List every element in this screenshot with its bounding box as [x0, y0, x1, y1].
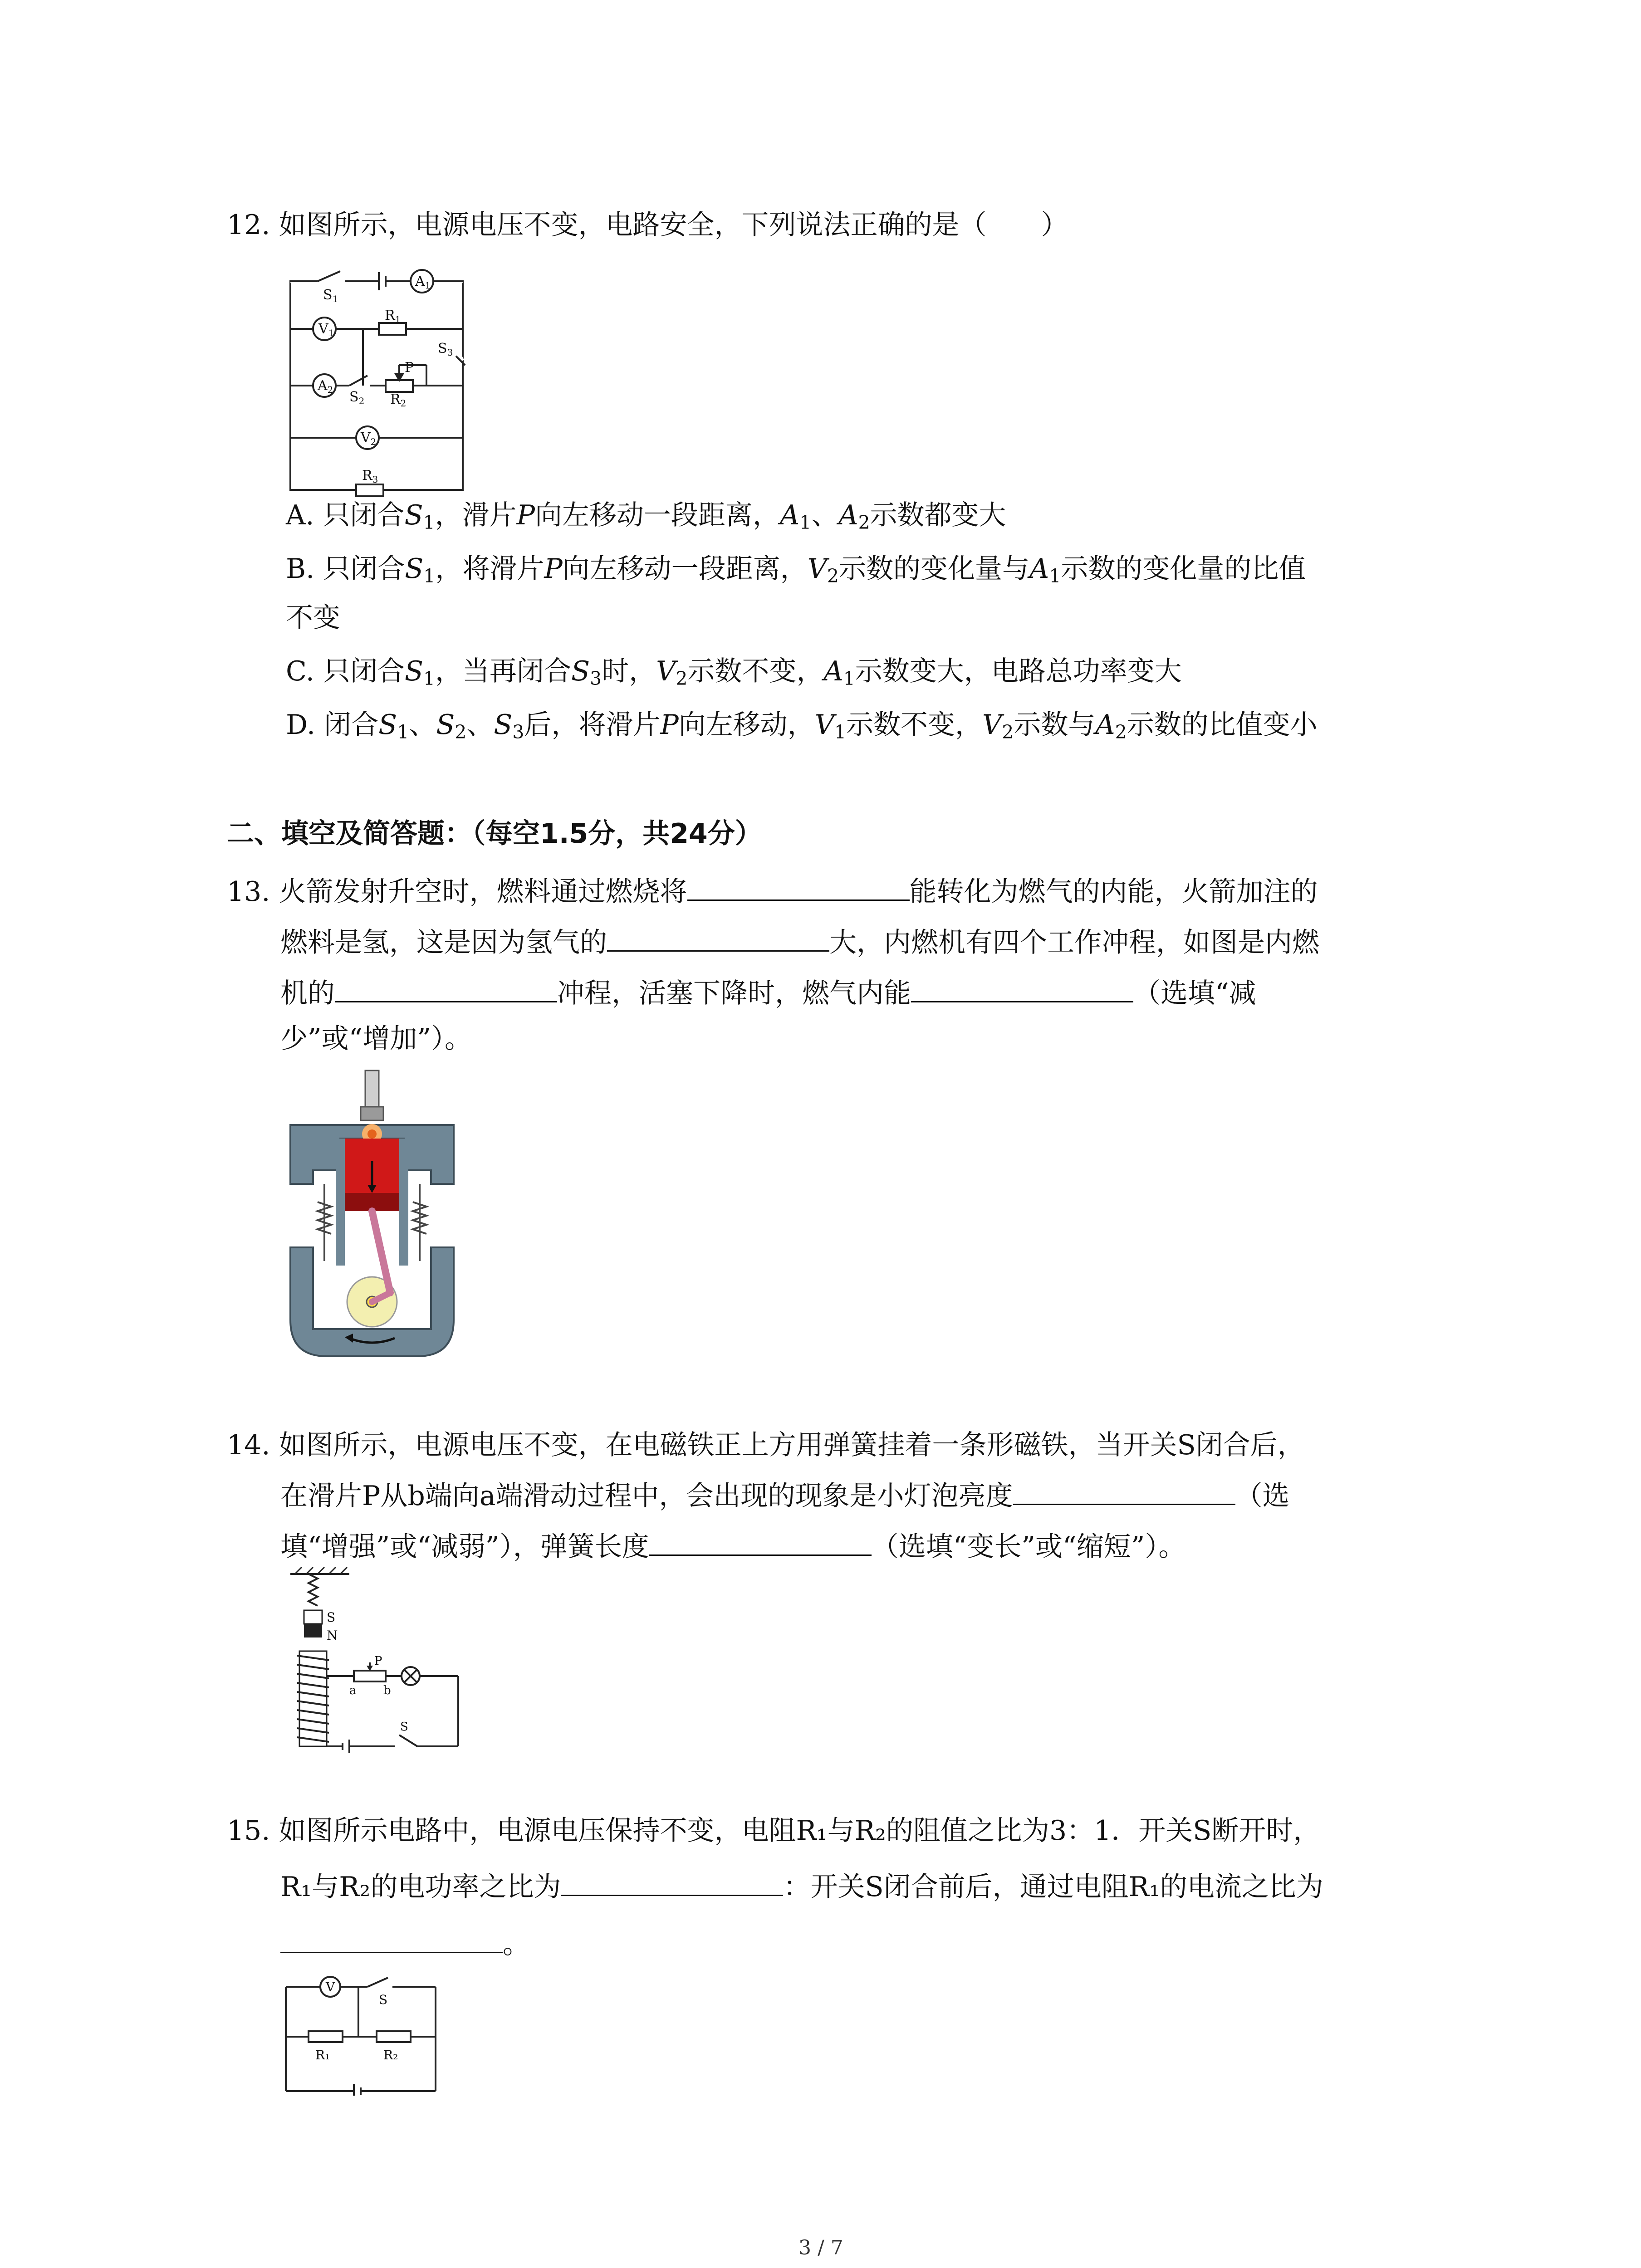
q13-blank-2[interactable]	[607, 923, 829, 952]
q15-circuit-diagram	[281, 1969, 445, 2096]
q13-line-2: 燃料是氢，这是因为氢气的 大，内燃机有四个工作冲程，如图是内燃	[280, 917, 1319, 968]
q12-label-S3: $S_3$	[438, 341, 453, 358]
q12-label-R1: $R_1$	[385, 308, 401, 325]
q15-label-R2: R₂	[383, 2048, 398, 2063]
q13-line-1: 13. 火箭发射升空时，燃料通过燃烧将 能转化为燃气的内能，火箭加注的	[227, 866, 1318, 917]
q13-blank-4[interactable]	[911, 974, 1133, 1002]
q12-label-R3: $R_3$	[362, 468, 378, 485]
q12-label-S1: $S_1$	[323, 287, 338, 304]
q15-label-S: S	[379, 1992, 388, 2007]
page-number: 3 / 7	[798, 2236, 843, 2259]
q12-option-d[interactable]: D. 闭合$S_1$、$S_2$、$S_3$后，将滑片P向左移动，$V_1$示数不变，$V_2$示数与$A_2$示数的比值变小	[286, 709, 1318, 743]
q14-blank-2[interactable]	[649, 1527, 872, 1556]
q12-label-V2: $V_2$	[361, 430, 377, 447]
q12-label-S2: $S_2$	[349, 389, 365, 406]
q14-line-1: 14. 如图所示，电源电压不变，在电磁铁正上方用弹簧挂着一条形磁铁，当开关S闭合后，	[227, 1429, 1305, 1461]
q12-label-A1: $A_1$	[415, 274, 431, 291]
section-2-heading: 二、填空及简答题：（每空1.5分，共24分）	[227, 818, 762, 850]
q12-option-b-cont: 不变	[286, 602, 340, 634]
q15-label-V: V	[326, 1980, 335, 1994]
q12-label-V1: $V_1$	[318, 321, 334, 338]
q14-label-S-pole: S	[327, 1610, 336, 1625]
q12-option-b[interactable]: B. 只闭合$S_1$，将滑片P向左移动一段距离，$V_2$示数的变化量与$A_1$示数的变化量的比值	[286, 553, 1306, 587]
q14-line-3: 填“增强”或“减弱”），弹簧长度 （选填“变长”或“缩短”）。	[280, 1521, 1185, 1572]
q12-stem: 12. 如图所示，电源电压不变，电路安全，下列说法正确的是（ ）	[227, 209, 1068, 241]
q12-label-A2: $A_2$	[318, 378, 333, 395]
q13-line-4: 少”或“增加”）。	[280, 1023, 472, 1055]
q12-option-c[interactable]: C. 只闭合$S_1$，当再闭合$S_3$时，$V_2$示数不变，$A_1$示数变大，电路总功率变大	[286, 655, 1182, 690]
q13-blank-3[interactable]	[335, 974, 557, 1002]
q14-blank-1[interactable]	[1013, 1476, 1235, 1505]
q15-blank-1[interactable]	[561, 1867, 783, 1896]
q14-label-b: b	[383, 1684, 391, 1697]
q13-line-3: 机的 冲程，活塞下降时，燃气内能 （选填“减	[280, 968, 1256, 1019]
q13-engine-diagram	[281, 1066, 463, 1365]
q15-blank-2[interactable]	[280, 1925, 503, 1953]
q14-label-P: P	[374, 1654, 382, 1668]
q14-line-2: 在滑片P从b端向a端滑动过程中，会出现的现象是小灯泡亮度 （选	[280, 1471, 1290, 1521]
q13-blank-1[interactable]	[687, 872, 910, 901]
q15-line-3: 。	[280, 1919, 530, 1970]
q15-line-1: 15. 如图所示电路中，电源电压保持不变，电阻R₁与R₂的阻值之比为3：1．开关S断开时，	[227, 1815, 1321, 1847]
q14-label-a: a	[349, 1684, 357, 1697]
q14-electromagnet-diagram	[281, 1565, 472, 1755]
q15-label-R1: R₁	[315, 2048, 330, 2063]
q15-line-2: R₁与R₂的电功率之比为 ：开关S闭合前后，通过电阻R₁的电流之比为	[280, 1862, 1323, 1912]
q12-label-R2: $R_2$	[390, 391, 407, 409]
q12-option-a[interactable]: A. 只闭合$S_1$，滑片P向左移动一段距离，$A_1$、$A_2$示数都变大	[286, 499, 1006, 534]
q14-label-S-switch: S	[400, 1720, 408, 1734]
q12-circuit-diagram	[281, 263, 472, 499]
q14-label-N-pole: N	[327, 1628, 338, 1643]
q12-label-P: P	[405, 360, 414, 376]
